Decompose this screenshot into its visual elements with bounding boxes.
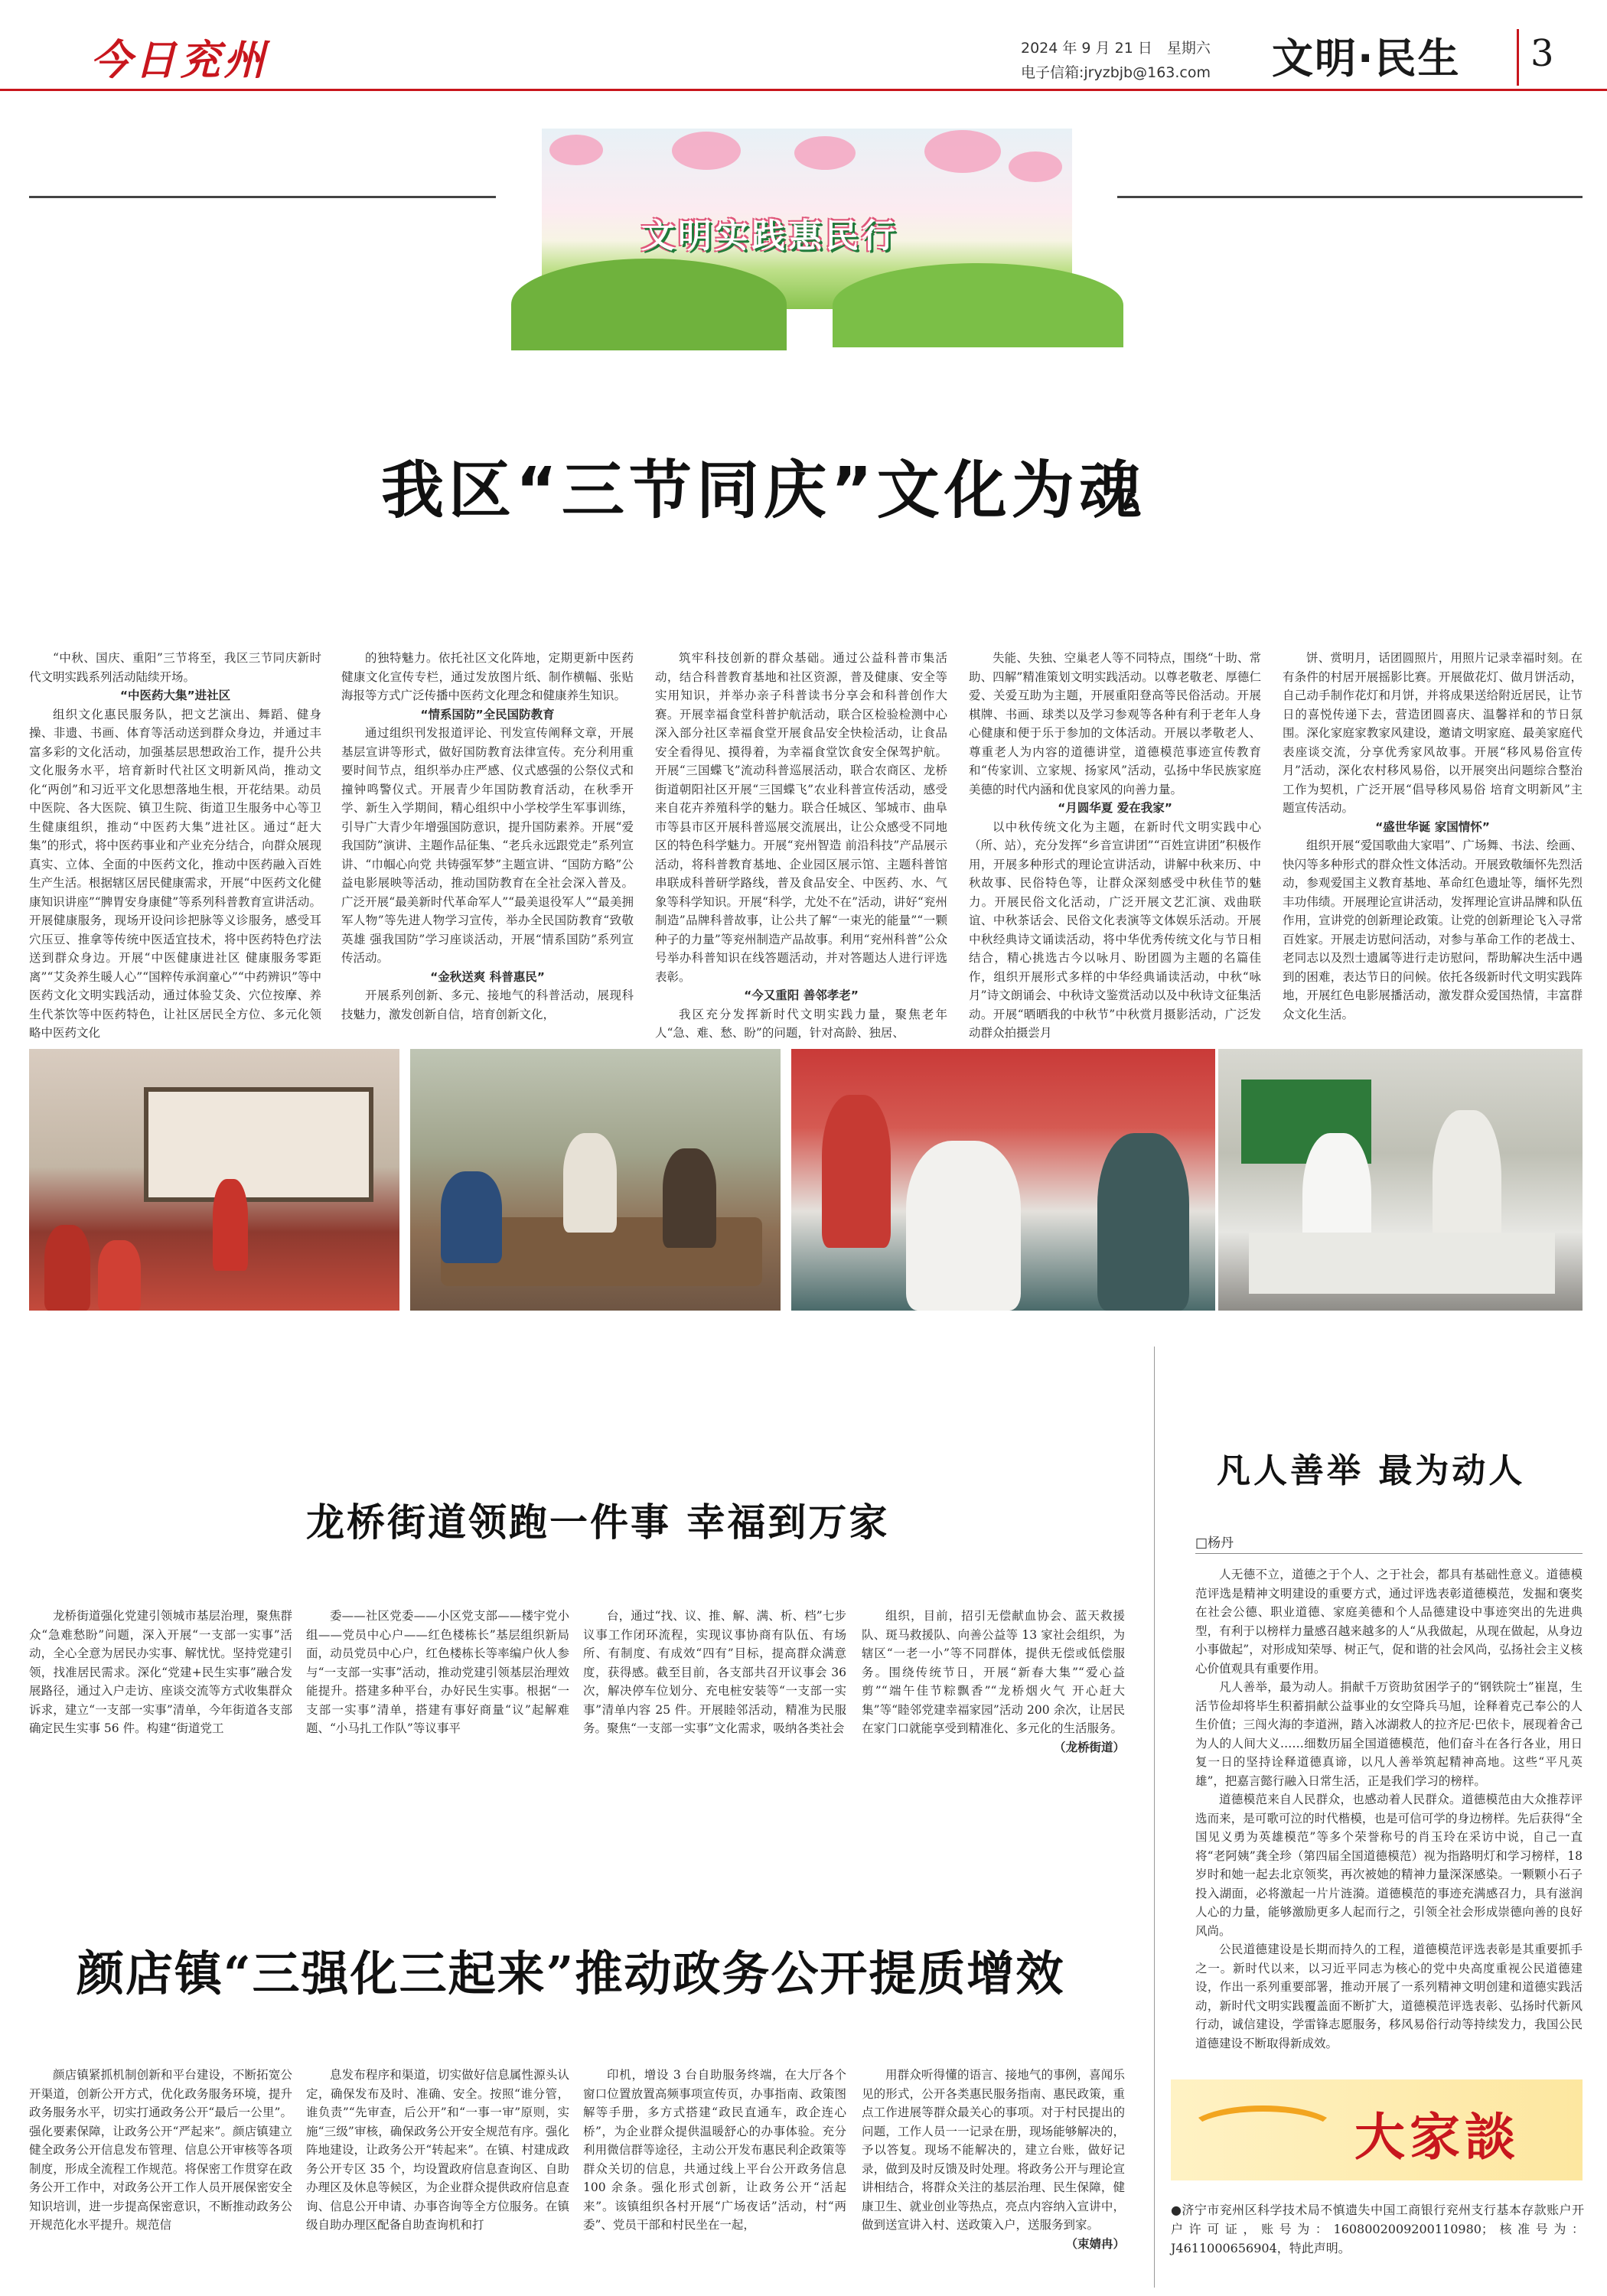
paragraph: 台，通过“找、议、推、解、满、析、档”七步议事工作闭环流程，实现议事协商有队伍、有场所、有制度、有成效“四有”目标，提高群众满意度，获得感。截至目前，各支部共召开议事会 36 次，解决停车位划分、充电桩安装等“一支部一实事”清单内容 25 件。开展睦邻活动，精准为民服务。聚焦“一支部一实事”文化需求，吸纳各类社会 <box>583 1609 846 1735</box>
article1-column-1 <box>29 649 321 1040</box>
paragraph: “中秋、国庆、重阳”三节将至，我区三节同庆新时代文明实践系列活动陆续开场。 <box>29 651 321 684</box>
banner-image <box>542 129 1072 309</box>
byline-rule <box>1195 1553 1583 1554</box>
blossom-decoration <box>924 130 1001 173</box>
paragraph: 筑牢科技创新的群众基础。通过公益科普市集活动，结合科普教育基地和社区资源，普及健康、安全等实用知识，并举办亲子科普读书分享会和科普创作大赛。开展幸福食堂科普护航活动，联合区检验检测中心深入部分社区幸福食堂开展食品安全快检活动，让食品安全看得见、摸得着，为幸福食堂饮食安全保驾护航。开展“三国蝶飞”流动科普巡展活动，联合农商区、龙桥街道朝阳社区开展“三国蝶飞”农业科普宣传活动，感受来自花卉养殖科学的魅力。联合任城区、邹城市、曲阜市等县市区开展科普巡展交流展出，让公众感受不同地区的特色科学魅力。开展“兖州智造 前沿科技”产品展示活动，将科普教育基地、企业园区展示馆、主题科普馆串联成科普研学路线，普及食品安全、中医药、水、气象等科学知识。开展“科学，尤处不在”活动，讲好“兖州制造”品牌科普故事，让公共了解“一束光的能量”“一颗种子的力量”等兖州制造产品故事。利用“兖州科普”公众号举办科普知识在线答题活动，并对答题达人进行评选表彰。 <box>655 651 947 984</box>
paragraph: 用群众听得懂的语言、接地气的事例，喜闻乐见的形式，公开各类惠民服务指南、惠民政策，重点工作进展等群众最关心的事项。对于村民提出的问题，工作人员一一记录在册，现场能够解决的，予以答复。现场不能解决的，建立台账，做好记录，做到及时反馈及时处理。将政务公开与理论宣讲相结合，将群众关注的基层治理、民生保障，健康卫生、就业创业等热点，亮点内容纳入宣讲中，做到送宣讲入村、送政策入户，送服务到家。 <box>862 2068 1125 2232</box>
paragraph: 凡人善举，最为动人。捐献千万资助贫困学子的“钢铁院士”崔崑，生活节俭却将毕生积蓄捐献公益事业的女空降兵马旭，诠释着克己奉公的人生价值；三闯火海的李道洲，踏入冰湖救人的拉齐尼·巴依卡，展现着舍己为人的人间大义……细数历届全国道德模范，他们奋斗在各行各业，用日复一日的坚持诠释道德真谛，以凡人善举筑起精神高地。这些“平凡英雄”，把嘉言懿行融入日常生活，正是我们学习的榜样。 <box>1195 1680 1583 1788</box>
article1-column-4 <box>969 649 1261 1040</box>
photo-figure <box>563 1133 617 1233</box>
paragraph: 饼、赏明月，话团圆照片，用照片记录幸福时刻。在有条件的村居开展摇影比赛。开展做花灯、做月饼活动，自己动手制作花灯和月饼，并将成果送给附近居民，让节日的喜悦传递下去，营造团圆喜庆、温馨祥和的节日氛围。深化家庭家教家风建设，邀请文明家庭、最美家庭代表座谈交流，分享优秀家风故事。开展“移风易俗宣传月”活动，深化农村移风易俗，以开展突出问题综合整治工作为契机，广泛开展“倡导移风易俗 培育文明新风”主题宣传活动。 <box>1283 651 1583 815</box>
blossom-decoration <box>1009 151 1062 182</box>
subheading: “情系国防”全民国防教育 <box>420 707 555 721</box>
paragraph: 的独特魅力。依托社区文化阵地，定期更新中医药健康文化宣传专栏，通过发放图片纸、制作横幅、张贴海报等方式广泛传播中医药文化理念和健康养生知识。 <box>341 651 634 702</box>
paragraph: 失能、失独、空巢老人等不同特点，围绕“十助、常助、四解”精准策划文明实践活动。以尊老敬老、厚德仁爱、关爱互助为主题，开展重阳登高等民俗活动。开展棋牌、书画、球类以及学习参观等各种有利于老年人身心健康和便于乐于参加的文体活动。开展以孝敬老人、尊重老人为内容的道德讲堂，道德模范事迹宣传教育和“传家训、立家规、扬家风”活动，弘扬中华民族家庭美德的时代内涵和优良家风的向善力量。 <box>969 651 1261 796</box>
article2-column-4 <box>862 1607 1125 1867</box>
blossom-decoration <box>794 136 856 170</box>
paragraph: 我区充分发挥新时代文明实践力量，聚焦老年人“急、难、愁、盼”的问题，针对高龄、独居、 <box>655 1007 947 1040</box>
article1-headline: 我区“三节同庆”文化为魂 <box>381 454 1146 527</box>
swirl-decoration <box>1186 2105 1339 2159</box>
banner-right-rule <box>1117 196 1583 198</box>
paragraph: 印机，增设 3 台自助服务终端，在大厅各个窗口位置放置高频事项宣传页，办事指南、政策图解等手册，多方式搭建“政民直通车，政企连心桥”，为企业群众提供温暖舒心的办事体验。充分利用微信群等途径，主动公开发布惠民利企政策等群众关切的信息，共通过线上平台公开政务信息 100 余条。强化形式创新，让政务公开“活起来”。该镇组织各村开展“广场夜话”活动，村“两委”、党员干部和村民坐在一起， <box>583 2068 846 2232</box>
subheading: “中医药大集”进社区 <box>119 689 231 702</box>
page-number-divider <box>1517 29 1519 86</box>
article1-column-3 <box>655 649 947 1040</box>
subheading: “月圆华夏 爱在我家” <box>1058 801 1172 815</box>
article2-headline: 龙桥街道领跑一件事 幸福到万家 <box>306 1500 890 1545</box>
photo-figure <box>822 1095 891 1248</box>
article4-headline: 凡人善举 最为动人 <box>1217 1451 1526 1490</box>
page-number: 3 <box>1530 32 1554 75</box>
article2-column-3 <box>583 1607 846 1867</box>
photo-figure <box>98 1240 141 1311</box>
photo-figure <box>213 1179 248 1271</box>
paragraph: 开展系列创新、多元、接地气的科普活动，展现科技魅力，激发创新自信，培育创新文化， <box>341 988 634 1021</box>
newspaper-logo: 今日兖州 <box>90 35 268 84</box>
paragraph: 道德模范来自人民群众，也感动着人民群众。道德模范由大众推荐评选而来，是可歌可泣的时代楷模，也是可信可学的身边榜样。先后获得“全国见义勇为英雄模范”等多个荣誉称号的肖玉玲在采访中说，自己一直将“老阿姨”龚全珍（第四届全国道德模范）视为指路明灯和学习榜样，18 岁时和她一起去北京领奖，再次被她的精神力量深深感染。一颗颗小石子投入湖面，必将激起一片片涟漪。道德模范的事迹充满感召力，具有滋润人心的力量，能够激励更多人起而行之，引领全社会形成崇德向善的良好风尚。 <box>1195 1793 1583 1938</box>
paragraph: 龙桥街道强化党建引领城市基层治理，聚焦群众“急难愁盼”问题，深入开展“一支部一实事”活动，全心全意为居民办实事、解忧忧。坚持党建引领，找准居民需求。深化“党建+民生实事”融合发展路径，通过入户走访、座谈交流等方式收集群众诉求，建立“一支部一实事”清单，今年街道各支部确定民生实事 56 件。构建“街道党工 <box>29 1609 292 1735</box>
contact-email: 电子信箱:jryzbjb@163.com <box>1021 64 1211 81</box>
article2-signature: （龙桥街道） <box>1053 1739 1125 1754</box>
column-logo-box <box>1171 2079 1583 2180</box>
article3-column-1 <box>29 2066 292 2288</box>
article3-column-4 <box>862 2066 1125 2288</box>
photo-panel <box>144 1087 373 1202</box>
photo-health-check <box>1218 1049 1583 1311</box>
blossom-decoration <box>549 135 603 165</box>
article3-signature: （束婧冉） <box>1065 2236 1125 2251</box>
article1-column-2 <box>341 649 634 1028</box>
subheading: “今又重阳 善邻孝老” <box>744 988 859 1002</box>
hill-decoration <box>511 259 787 350</box>
paragraph: 公民道德建设是长期而持久的工程，道德模范评选表彰是其重要抓手之一。新时代以来，以习近平同志为核心的党中央高度重视公民道德建设，作出一系列重要部署，推动开展了一系列精神文明创建和道德实践活动，新时代文明实践覆盖面不断扩大，道德模范评选表彰、弘扬时代新风行动，诚信建设，学雷锋志愿服务，移风易俗行动等持续发力，我国公民道德建设不断取得新成效。 <box>1195 1943 1583 2050</box>
banner-left-rule <box>29 196 496 198</box>
article4-byline: □杨丹 <box>1195 1536 1234 1551</box>
masthead-rule <box>0 89 1607 91</box>
column-logo-title: 大家談 <box>1354 2107 1520 2167</box>
section-title: 文明·民生 <box>1272 34 1461 83</box>
article4-body <box>1195 1565 1583 2063</box>
paragraph: 以中秋传统文化为主题，在新时代文明实践中心（所、站），充分发挥“乡音宣讲团”“百姓宣讲团”积极作用，开展多种形式的理论宣讲活动，讲解中秋来历、中秋故事、民俗特色等，让群众深刻感受中秋佳节的魅力。开展民俗文化活动，广泛开展文艺汇演、戏曲联谊、中秋茶话会、民俗文化表演等文体娱乐活动。开展中秋经典诗文诵读活动，将中华优秀传统文化与节日相结合，精心挑选古今以咏月、盼团圆为主题的名篇佳作，组织开展形式多样的中华经典诵读活动，中秋“咏月”诗文朗诵会、中秋诗文鉴赏活动以及中秋诗文征集活动。开展“晒晒我的中秋节”中秋赏月摄影活动，广泛发动群众拍摄尝月 <box>969 819 1261 1040</box>
article3-column-3 <box>583 2066 846 2288</box>
paragraph: 组织开展“爱国歌曲大家唱”、广场舞、书法、绘画、快闪等多种形式的群众性文体活动。开展致敬缅怀先烈活动，参观爱国主义教育基地、革命红色遗址等，缅怀先烈丰功伟绩。开展理论宣讲活动，发挥理论宣讲品牌和队伍作用，宣讲党的创新理论政策。让党的创新理论飞入寻常百姓家。开展走访慰问活动，对参与革命工作的老战士、老同志以及烈士遗属等进行走访慰问，帮助解决生活中遇到的困难，表达节日的问候。依托各级新时代文明实践阵地，开展红色电影展播活动，激发群众爱国热情，丰富群众文化生活。 <box>1283 839 1583 1021</box>
blossom-decoration <box>672 132 741 170</box>
banner-title: 文明实践惠民行 <box>641 217 898 256</box>
photo-figure <box>906 1141 1021 1311</box>
article1-column-5 <box>1283 649 1583 1028</box>
article2-column-2 <box>306 1607 569 1867</box>
subheading: “金秋送爽 科普惠民” <box>430 969 545 984</box>
photo-mooncake-making <box>410 1049 781 1311</box>
photo-medical-consultation <box>791 1049 1215 1311</box>
paragraph: 组织，目前，招引无偿献血协会、蓝天救援队、斑马救援队、向善公益等 13 家社会组织，为辖区“一老一小”等不同群体，提供无偿或低偿服务。围绕传统节日，开展“新春大集”“爱心益剪”“端午佳节粽飘香”“龙桥烟火气 开心赶大集”等“睦邻党建幸福家园”活动 200 余次，让居民在家门口就能享受到精准化、多元化的生活服务。 <box>862 1609 1125 1735</box>
article2-column-1 <box>29 1607 292 1867</box>
paragraph: 组织文化惠民服务队，把文艺演出、舞蹈、健身操、非遗、书画、体育等活动送到群众身边，并通过丰富多彩的文化活动，加强基层思想政治工作，提升公共文化服务水平，培育新时代社区文明新风尚，推动文化“两创”和习近平文化思想落地生根，开花结果。动员中医院、各大医院、镇卫生院、街道卫生服务中心等卫生健康组织，推动“中医药大集”进社区。通过“赶大集”的形式，将中医药事业和产业充分结合，向群众展现真实、立体、全面的中医药文化，推动中医药融入百姓生产生活。根据辖区居民健康需求，开展“中医药文化健康知识讲座”“脾胃安身康健”等系列科普教育宣讲活动。开展健康服务，现场开设问诊把脉等义诊服务，感受耳穴压豆、推拿等传统中医适宜技术，将中医药特色疗法送到群众身边。开展“中医健康进社区 健康服务零距离”“艾灸养生暖人心”“国粹传承润童心”“中药辨识”等中医药文化文明实践活动，通过体验艾灸、穴位按摩、养生代茶饮等中医药特色，让社区居民全方位、多元化领略中医药文化 <box>29 707 321 1040</box>
paragraph: 息发布程序和渠道，切实做好信息属性源头认定，确保发布及时、准确、安全。按照“谁分管，谁负责”“先审查，后公开”和“一事一审”原则，实施“三级”审核，确保政务公开安全规范有序。强化阵地建设，让政务公开“转起来”。在镇、村建成政务公开专区 35 个，均设置政府信息查询区、自助办理区及休息等候区，为企业群众提供政府信息查询、信息公开申请、办事咨询等全方位服务。在镇级自助办理区配备自助查询机和打 <box>306 2068 569 2232</box>
article3-headline: 颜店镇“三强化三起来”推动政务公开提质增效 <box>77 1946 1065 2001</box>
photo-figure <box>441 1171 502 1263</box>
paragraph: 人无德不立，道德之于个人、之于社会，都具有基础性意义。道德模范评选是精神文明建设的重要方式，通过评选表彰道德模范，发掘和褒奖在社会公德、职业道德、家庭美德和个人品德建设中事迹突出的先进典型，有利于以榜样力量感召越来越多的人“从我做起，从现在做起，从身边小事做起”，对形成知荣辱、树正气，促和谐的社会风尚，弘扬社会主义核心价值观具有重要作用。 <box>1195 1568 1583 1676</box>
public-notice: ●济宁市兖州区科学技术局不慎遗失中国工商银行兖州支行基本存款账户开户许可证，账号为：1608002009200110980；核准号为：J4611000656904，特此声明。 <box>1171 2203 1584 2255</box>
photo-figure <box>44 1225 90 1311</box>
subheading: “盛世华诞 家国情怀” <box>1375 819 1490 834</box>
column-divider <box>1154 1347 1155 2288</box>
photo-table <box>1249 1233 1555 1294</box>
photo-exhibition-hall <box>29 1049 399 1311</box>
issue-date: 2024 年 9 月 21 日 星期六 <box>1021 40 1211 57</box>
photo-figure <box>663 1148 716 1248</box>
photo-figure <box>1097 1133 1189 1311</box>
hill-decoration <box>833 263 1123 347</box>
paragraph: 委——社区党委——小区党支部——楼宇党小组——党员中心户——红色楼栋长”基层组织新局面，动员党员中心户，红色楼栋长等率编户伙人参与“一支部一实事”活动，推动党建引领基层治理效能提升。搭建多种平台，办好民生实事。根据“一支部一实事”清单，搭建有事好商量“议”起解难题、“小马扎工作队”等议事平 <box>306 1609 569 1735</box>
article3-column-2 <box>306 2066 569 2288</box>
paragraph: 通过组织刊发报道评论、刊发宣传阐释文章，开展基层宣讲等形式，做好国防教育法律宣传。充分利用重要时间节点，组织举办庄严感、仪式感强的公祭仪式和撞钟鸣警仪式。开展青少年国防教育活动，在秋季开学、新生入学期间，精心组织中小学校学生军事训练，引导广大青少年增强国防意识，提升国防素养。开展“爱我国防”演讲、主题作品征集、“老兵永远跟党走”系列宣讲、“巾帼心向党 共铸强军梦”主题宣讲、“国防方略”公益电影展映等活动，推动国防教育在全社会深入普及。广泛开展“最美新时代革命军人”“最美退役军人”“最美拥军人物”等先进人物学习宣传，举办全民国防教育“致敬英雄 强我国防”学习座谈活动，开展“情系国防”系列宣传活动。 <box>341 726 634 965</box>
paragraph: 颜店镇紧抓机制创新和平台建设，不断拓宽公开渠道，创新公开方式，优化政务服务环境，提升政务服务水平，切实打通政务公开“最后一公里”。强化要素保障，让政务公开“严起来”。颜店镇建立健全政务公开信息发布管理、信息公开审核等各项制度，形成全流程工作规范。将保密工作贯穿在政务公开工作中，对政务公开工作人员开展保密安全知识培训，进一步提高保密意识，不断推动政务公开规范化水平提升。规范信 <box>29 2068 292 2232</box>
